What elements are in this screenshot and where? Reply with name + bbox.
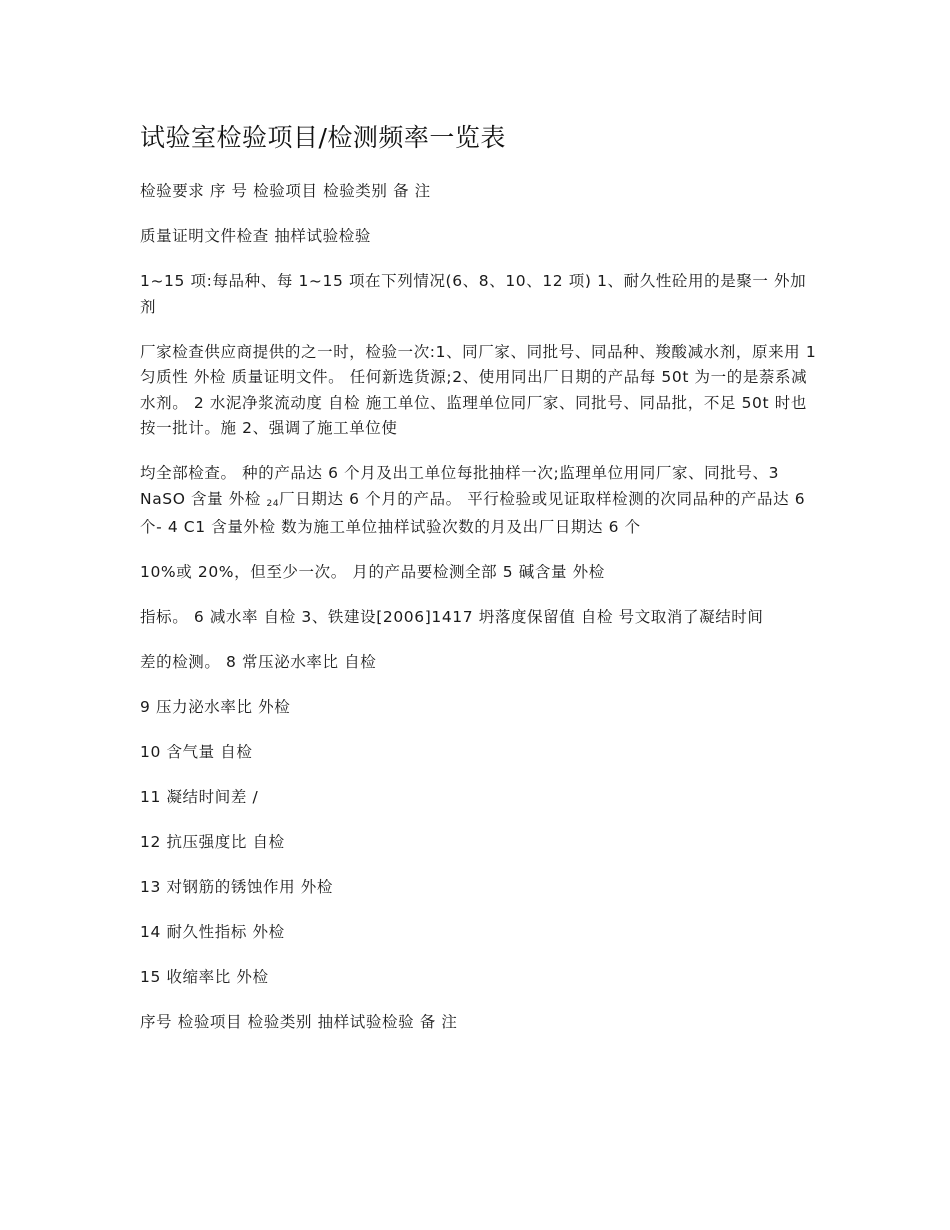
document-page [140, 118, 820, 1055]
paragraph-supplier-check: 厂家检查供应商提供的之一时，检验一次:1、同厂家、同批号、同品种、羧酸减水剂，原来用 1 匀质性 外检 质量证明文件。 任何新选货源;2、使用同出厂日期的产品每 50t 为一的是萘系减水剂。 2 水泥净浆流动度 自检 施工单位、监理单位同厂家、同批号、同品批，不足 50t 时也按一批计。施 2、强调了施工单位使 [140, 342, 822, 437]
paragraph-indicators: 指标。 6 减水率 自检 3、铁建设[2006]1417 坍落度保留值 自检 号文取消了凝结时间 [140, 608, 764, 626]
list-item-11: 11 凝结时间差 / [140, 788, 259, 806]
subscript-24: 24 [266, 498, 280, 509]
paragraph-full-inspection [140, 461, 820, 541]
list-item-13: 13 对钢筋的锈蚀作用 外检 [140, 878, 333, 896]
list-item-10: 10 含气量 自检 [140, 743, 253, 761]
paragraph-items-1-15: 1~15 项:每品种、每 1~15 项在下列情况(6、8、10、12 项) 1、耐久性砼用的是聚一 外加剂 [140, 272, 807, 316]
list-item-9: 9 压力泌水率比 外检 [140, 698, 291, 716]
paragraph-percentage: 10%或 20%，但至少一次。 月的产品要检测全部 5 碱含量 外检 [140, 563, 605, 581]
paragraph-difference: 差的检测。 8 常压泌水率比 自检 [140, 653, 377, 671]
text-segment: 厂日期达 6 个月的产品。 平行检验或见证取样检测的次同品种的产品达 6 个- 4 C1 含量外检 数为施工单位抽样试验次数的月及出厂日期达 6 个 [140, 489, 811, 536]
paragraph-footer-header: 序号 检验项目 检验类别 抽样试验检验 备 注 [140, 1013, 458, 1031]
list-item-15: 15 收缩率比 外检 [140, 968, 269, 986]
list-item-12: 12 抗压强度比 自检 [140, 833, 285, 851]
paragraph-categories: 质量证明文件检查 抽样试验检验 [140, 227, 371, 245]
paragraph-header-row: 检验要求 序 号 检验项目 检验类别 备 注 [140, 182, 431, 200]
document-title: 试验室检验项目/检测频率一览表 [140, 123, 506, 152]
text-segment: 均全部检查。 种的产品达 6 个月及出工单位每批抽样一次;监理单位用同厂家、同批号、3 NaSO 含量 外检 [140, 464, 785, 508]
list-item-14: 14 耐久性指标 外检 [140, 923, 285, 941]
